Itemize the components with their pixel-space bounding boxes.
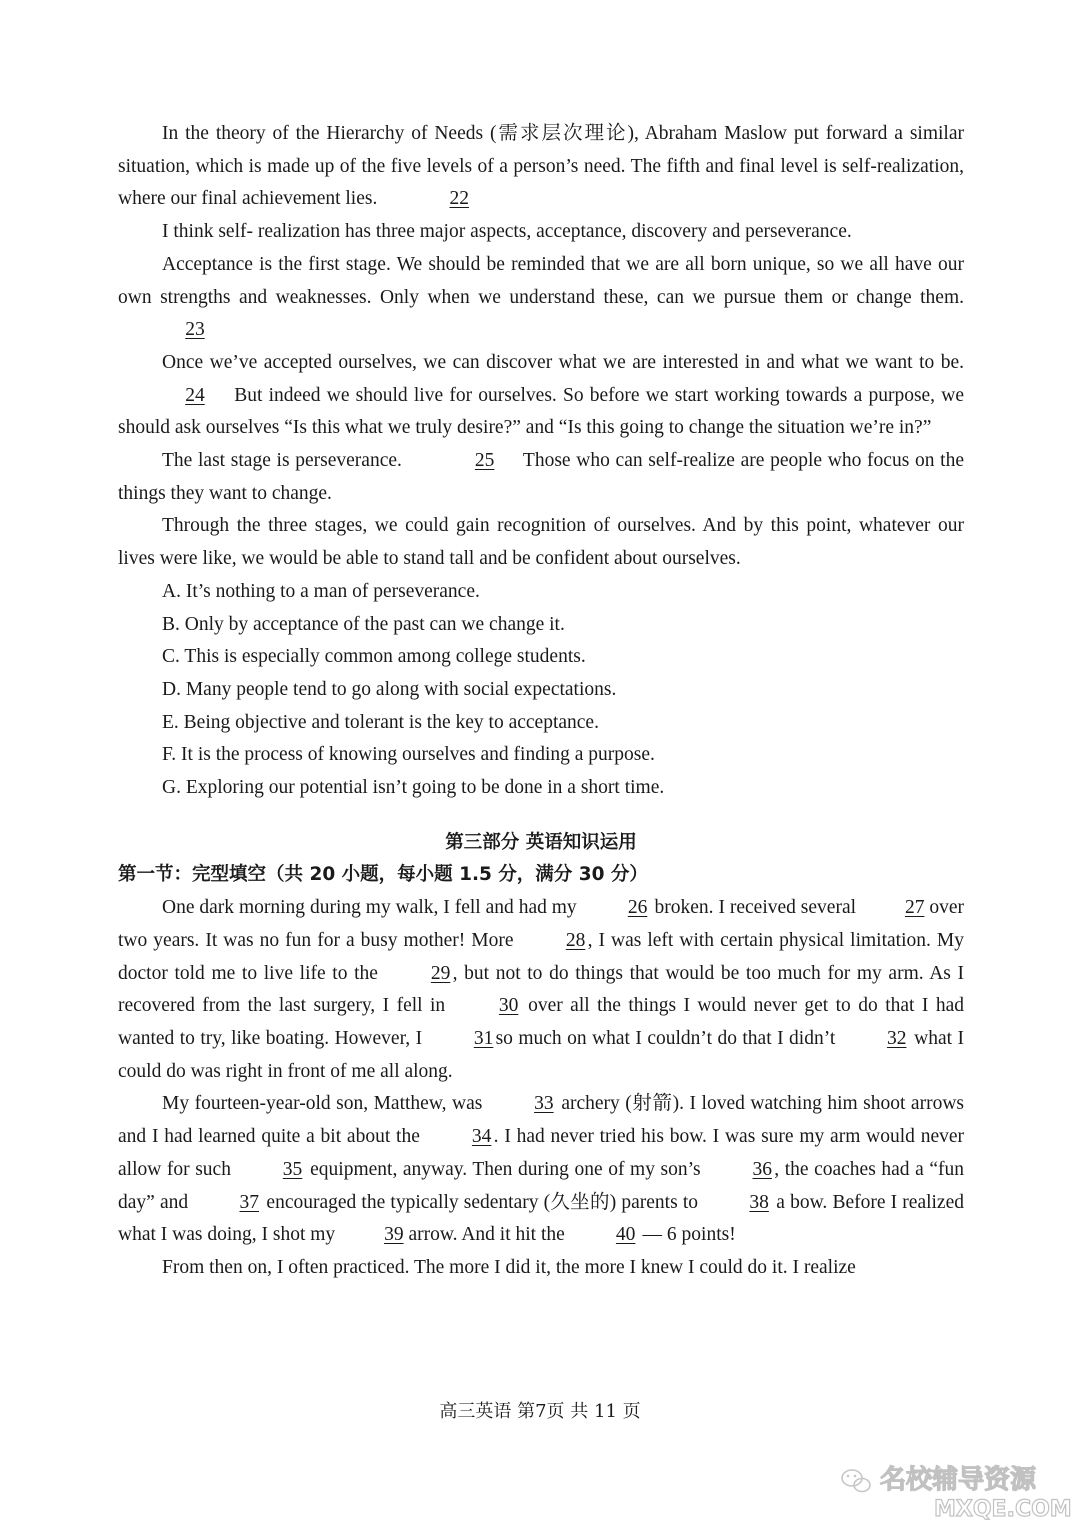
- options-list: [118, 576, 964, 805]
- blank-31: 31: [473, 1027, 494, 1049]
- cloze-text: a bow. Before I realized what I was doing, I shot my: [118, 1191, 964, 1246]
- cloze-paragraph-1: [118, 892, 964, 1088]
- wechat-icon: [842, 1470, 870, 1492]
- passage-paragraph-1: [118, 118, 964, 216]
- blank-24: 24: [185, 384, 205, 406]
- page-footer: 高三英语 第7页 共 11 页: [439, 1401, 641, 1422]
- section-subtitle: 第一节：完型填空（共 20 小题，每小题 1.5 分，满分 30 分）: [118, 864, 648, 886]
- passage-text: Once we’ve accepted ourselves, we can discover what we are interested in and what we want to be.: [162, 351, 964, 373]
- blank-36: 36: [752, 1158, 772, 1180]
- blank-28: 28: [565, 929, 586, 951]
- passage-text: Those who can self-realize are people who focus on the things they want to change.: [118, 450, 964, 504]
- passage-paragraph-4: [118, 347, 964, 445]
- passage-paragraph-2: I think self- realization has three major aspects, acceptance, discovery and perseverance.: [162, 221, 852, 243]
- section-title: 第三部分 英语知识运用: [445, 831, 637, 853]
- passage-text: The last stage is perseverance.: [162, 450, 408, 472]
- blank-26: 26: [627, 897, 648, 919]
- passage-paragraph-6: Through the three stages, we could gain recognition of ourselves. And by this point, whatever our lives were like, we would be able to stand tall and be confident about ourselves.: [118, 515, 964, 570]
- passage-text: But indeed we should live for ourselves. So before we start working towards a purpose, we should ask ourselves “Is this what we truly desire?” and “Is this going to change the situation we’re in?”: [118, 384, 964, 439]
- cloze-text: over all the things I would never get to do that I had wanted to try, like boating. However, I: [118, 995, 964, 1049]
- cloze-text: . I had never tried his bow. I was sure my arm would never allow for such: [118, 1126, 964, 1180]
- blank-35: 35: [282, 1158, 303, 1180]
- passage-text: Acceptance is the first stage. We should be reminded that we are all born unique, so we all have our own strengths and weaknesses. Only when we understand these, can we pursue them or change them.: [118, 253, 964, 308]
- cloze-text: archery (射箭). I loved watching him shoot arrows and I had learned quite a bit about the: [118, 1093, 964, 1148]
- watermark-text: 名校辅导资源: [880, 1465, 1037, 1495]
- blank-33: 33: [534, 1093, 554, 1115]
- blank-25: 25: [474, 450, 495, 472]
- watermark-site: MXQE.COM: [934, 1497, 1072, 1520]
- blank-27: 27: [904, 897, 925, 919]
- option-b: B. Only by acceptance of the past can we change it.: [162, 613, 565, 635]
- blank-40: 40: [615, 1224, 636, 1246]
- blank-29: 29: [430, 962, 451, 984]
- blank-39: 39: [384, 1224, 404, 1246]
- option-c: C. This is especially common among college students.: [162, 646, 586, 668]
- cloze-text: arrow. And it hit the: [403, 1224, 570, 1246]
- cloze-text: over two years. It was no fun for a busy mother! More: [118, 897, 965, 951]
- blank-38: 38: [749, 1191, 769, 1213]
- cloze-text: encouraged the typically sedentary (久坐的) parents to: [261, 1191, 704, 1213]
- watermark-logo: [838, 1440, 1074, 1520]
- passage-paragraph-5: [118, 445, 964, 510]
- blank-34: 34: [471, 1126, 492, 1148]
- blank-22: 22: [449, 188, 469, 210]
- cloze-text: what I could do was right in front of me all along.: [118, 1027, 964, 1082]
- option-e: E. Being objective and tolerant is the key to acceptance.: [162, 711, 599, 733]
- cloze-text: so much on what I couldn’t do that I didn’t: [495, 1027, 841, 1049]
- option-d: D. Many people tend to go along with social expectations.: [162, 678, 617, 700]
- cloze-text: , the coaches had a “fun day” and: [118, 1158, 964, 1213]
- cloze-paragraph-2: [118, 1088, 964, 1252]
- blank-37: 37: [239, 1191, 260, 1213]
- blank-23: 23: [185, 319, 205, 341]
- cloze-paragraph-3: From then on, I often practiced. The more I did it, the more I knew I could do it. I realize: [162, 1256, 856, 1278]
- passage-text: In the theory of the Hierarchy of Needs (需求层次理论), Abraham Maslow put forward a similar situation, which is made up of the five levels of a person’s need. The fifth and final level is self-realization, where our final achievement lies.: [118, 123, 964, 210]
- passage-paragraph-3: [118, 249, 964, 347]
- cloze-text: , I was left with certain physical limitation. My doctor told me to live life to the: [118, 929, 964, 984]
- option-g: G. Exploring our potential isn’t going to be done in a short time.: [162, 777, 665, 799]
- exam-page: [118, 118, 964, 1285]
- option-a: A. It’s nothing to a man of perseverance.: [162, 580, 480, 602]
- cloze-text: broken. I received several: [649, 897, 861, 919]
- option-f: F. It is the process of knowing ourselves and finding a purpose.: [162, 744, 655, 766]
- cloze-text: One dark morning during my walk, I fell and had my: [162, 897, 582, 919]
- blank-30: 30: [498, 995, 519, 1017]
- cloze-text: My fourteen-year-old son, Matthew, was: [162, 1093, 488, 1115]
- blank-32: 32: [886, 1027, 907, 1049]
- cloze-text: equipment, anyway. Then during one of my son’s: [304, 1158, 707, 1180]
- cloze-text: , but not to do things that would be too much for my arm. As I recovered from the last surgery, I fell in: [118, 962, 965, 1017]
- cloze-text: — 6 points!: [637, 1224, 736, 1246]
